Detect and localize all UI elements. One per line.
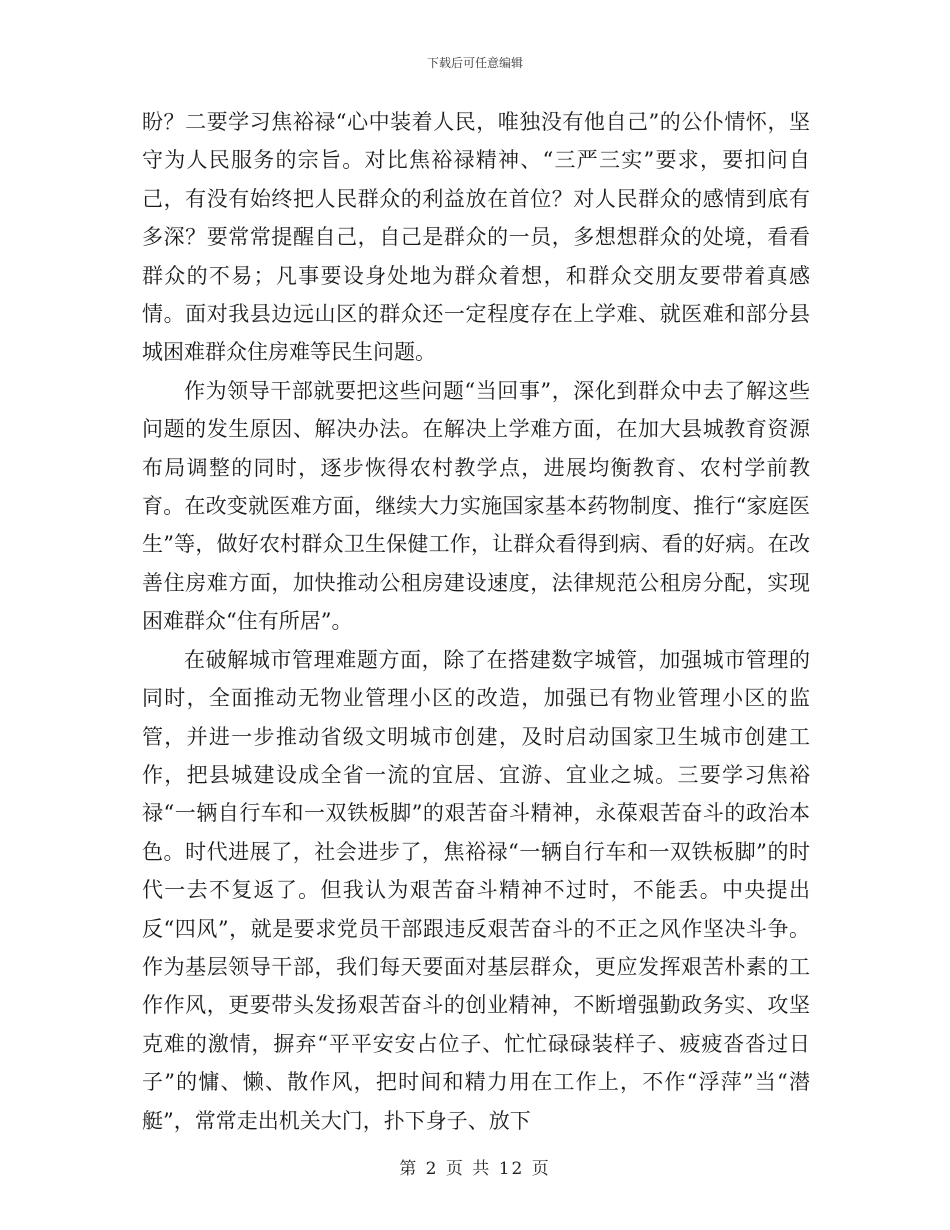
page-footer: 第 2 页 共 12 页 <box>399 1159 551 1179</box>
paragraph-3: 在破解城市管理难题方面，除了在搭建数字城管，加强城市管理的同时，全面推动无物业管理小区的改造，加强已有物业管理小区的监管，并进一步推动省级文明城市创建，及时启动国家卫生城市创建工作，把县城建设成全省一流的宜居、宜游、宜业之城。三要学习焦裕禄“一辆自行车和一双铁板脚”的艰苦奋斗精神，永葆艰苦奋斗的政治本色。时代进展了，社会进步了，焦裕禄“一辆自行车和一双铁板脚”的时代一去不复返了。但我认为艰苦奋斗精神不过时，不能丢。中央提出反“四风”，就是要求党员干部跟违反艰苦奋斗的不正之风作坚决斗争。作为基层领导干部，我们每天要面对基层群众，更应发挥艰苦朴素的工作作风，更要带头发扬艰苦奋斗的创业精神，不断增强勤政务实、攻坚克难的激情，摒弃“平平安安占位子、忙忙碌碌装样子、疲疲沓沓过日子”的慵、懒、散作风，把时间和精力用在工作上，不作“浮萍”当“潜艇”，常常走出机关大门，扑下身子、放下 <box>142 647 810 1133</box>
paragraph-2: 作为领导干部就要把这些问题“当回事”，深化到群众中去了解这些问题的发生原因、解决办法。在解决上学难方面，在加大县城教育资源布局调整的同时，逐步恢得农村教学点，进展均衡教育、农村学前教育。在改变就医难方面，继续大力实施国家基本药物制度、推行“家庭医生”等，做好农村群众卫生保健工作，让群众看得到病、看的好病。在改善住房难方面，加快推动公租房建设速度，法律规范公租房分配，实现困难群众“住有所居”。 <box>142 378 810 634</box>
document-body <box>142 103 810 1140</box>
paragraph-1: 盼？二要学习焦裕禄“心中装着人民，唯独没有他自己”的公仆情怀，坚守为人民服务的宗旨。对比焦裕禄精神、“三严三实”要求，要扣问自己，有没有始终把人民群众的利益放在首位？对人民群众的感情到底有多深？要常常提醒自己，自己是群众的一员，多想想群众的处境，看看群众的不易；凡事要设身处地为群众着想，和群众交朋友要带着真感情。面对我县边远山区的群众还一定程度存在上学难、就医难和部分县城困难群众住房难等民生问题。 <box>142 110 810 365</box>
page-header: 下载后可任意编辑 <box>426 56 523 70</box>
